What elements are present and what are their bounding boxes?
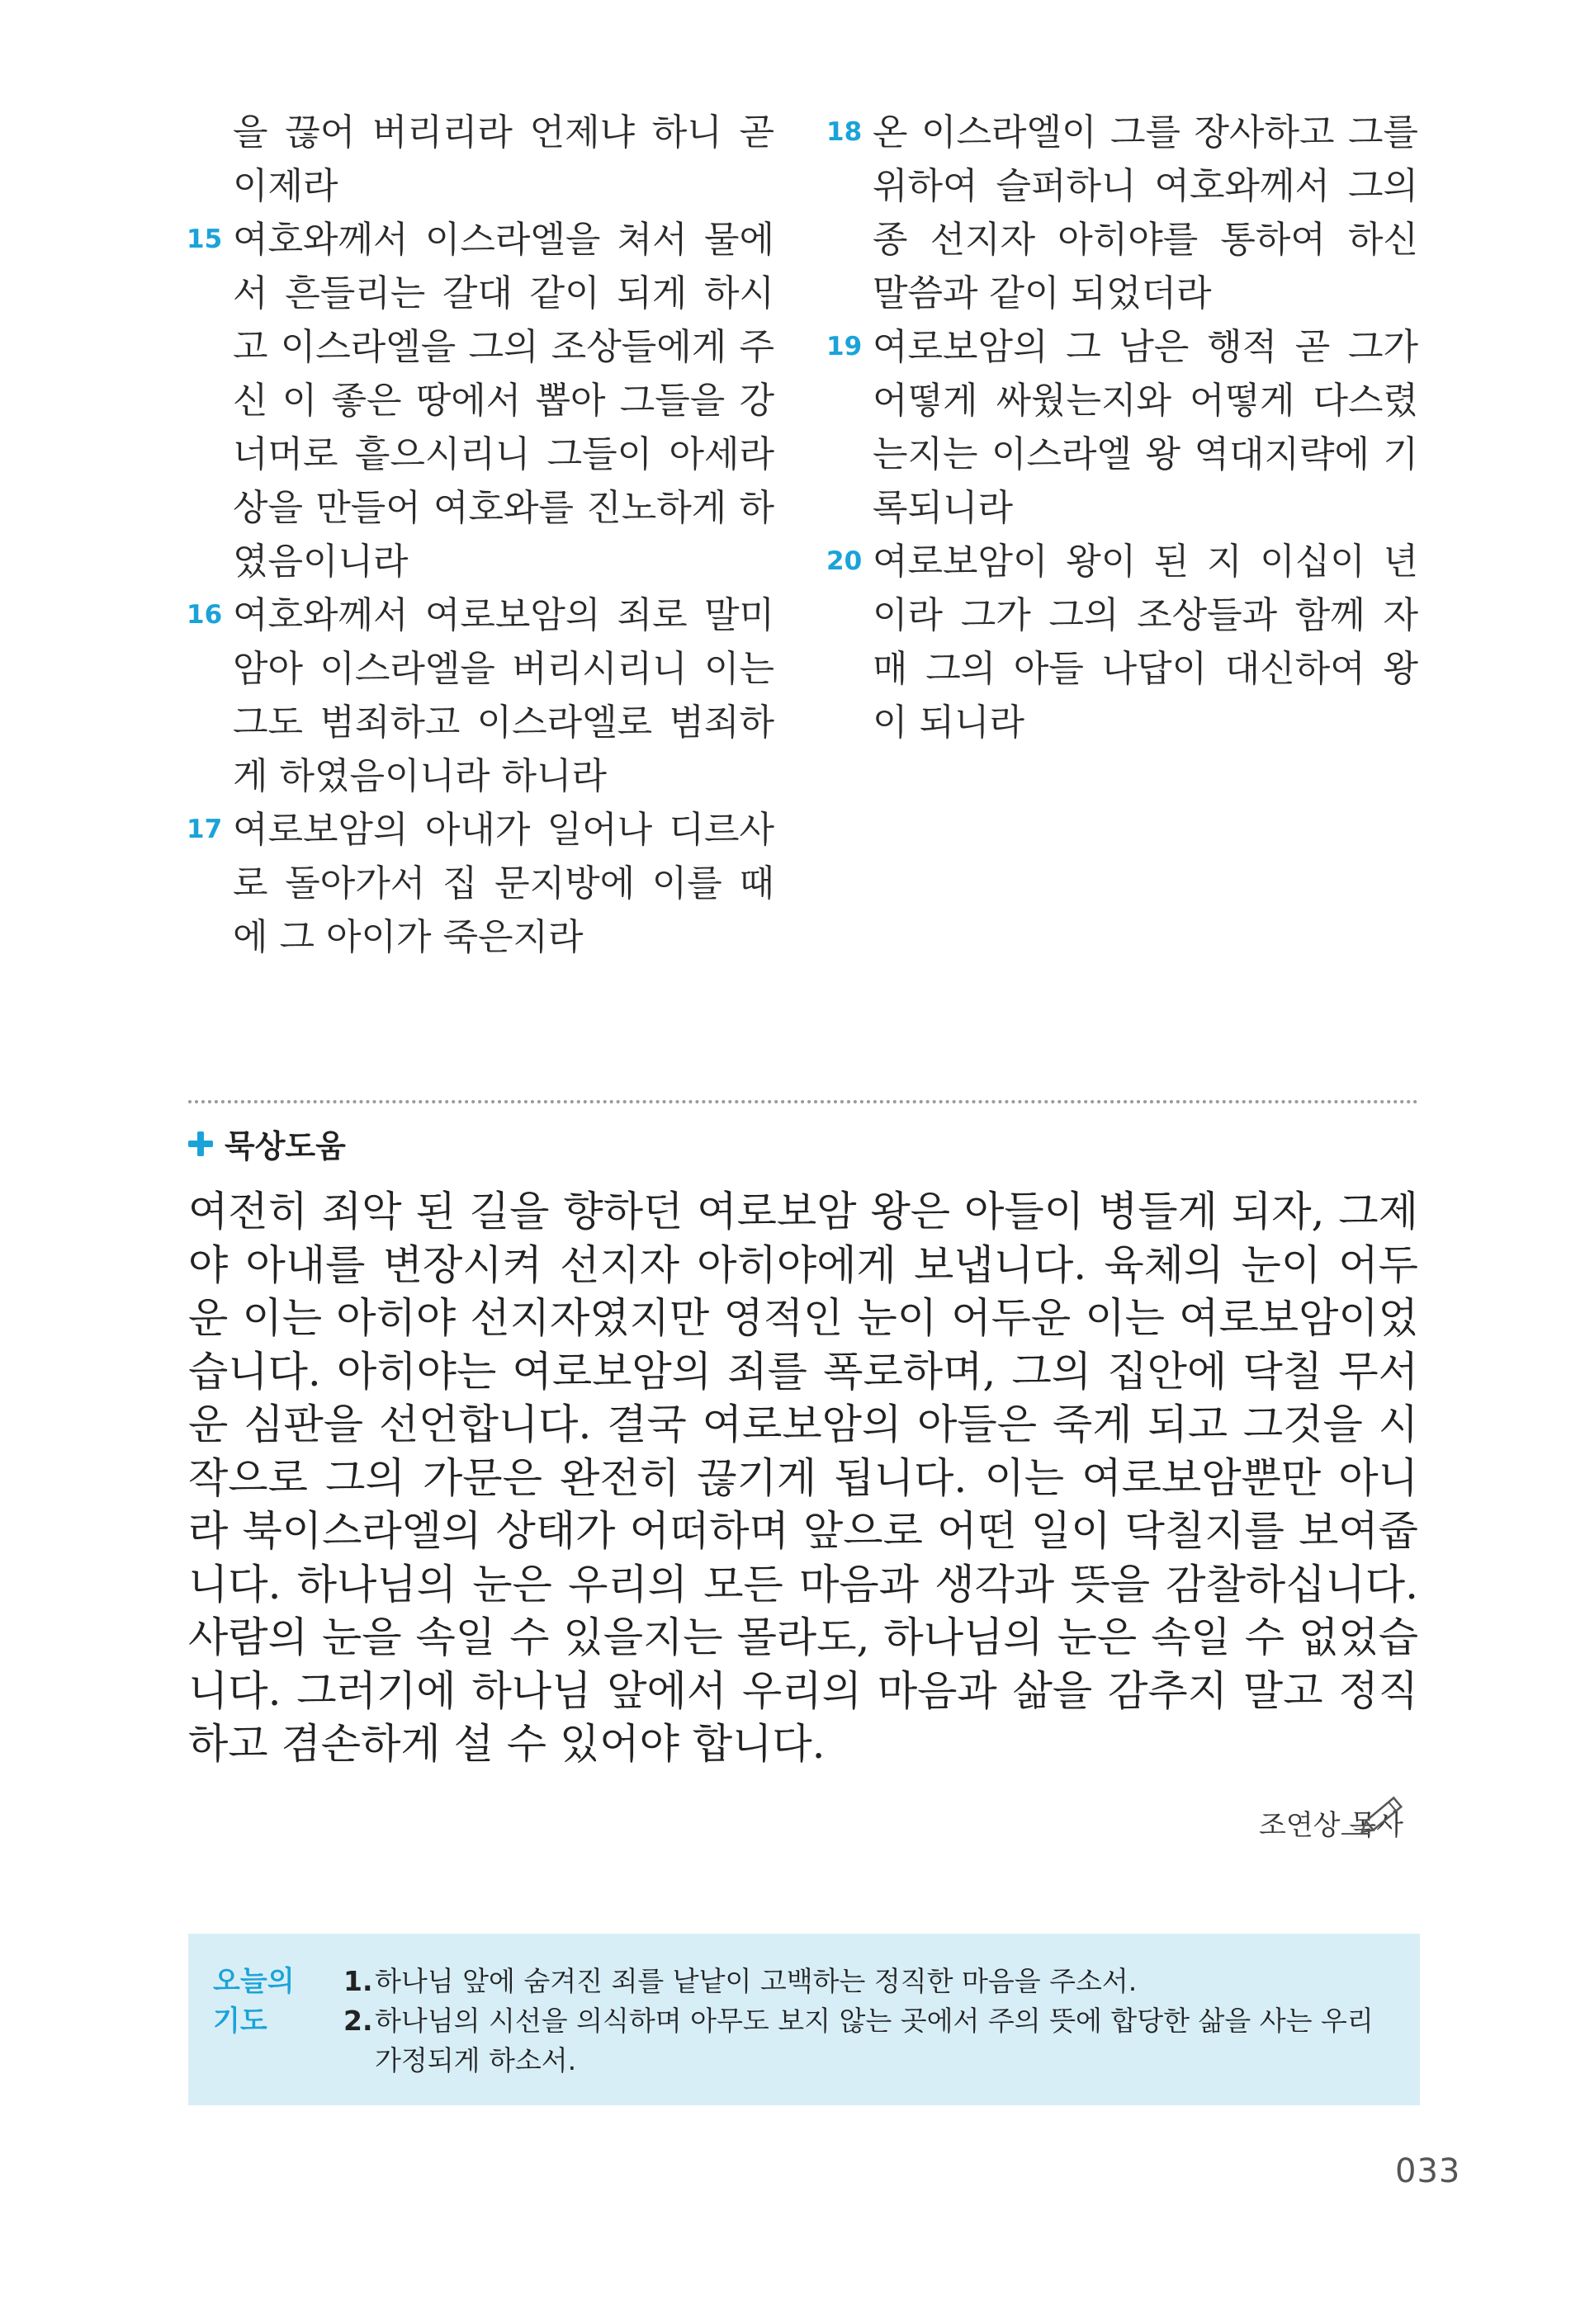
verse-text: 여로보암이 왕이 된 지 이십이 년이라 그가 그의 조상들과 함께 자매 그의 아들 나답이 대신하여 왕이 되니라 [873,541,1418,744]
verse-fragment [188,106,774,213]
prayer-item [343,1962,1400,2001]
verse-column-left [188,106,774,964]
page-number: 033 [1395,2152,1461,2190]
verse-text: 여호와께서 여로보암의 죄로 말미암아 이스라엘을 버리시리니 이는 그도 범죄하고 이스라엘로 범죄하게 하였음이니라 하니라 [233,594,774,797]
meditation-body: 여전히 죄악 된 길을 향하던 여로보암 왕은 아들이 병들게 되자, 그제야 아내를 변장시켜 선지자 아히야에게 보냅니다. 육체의 눈이 어두운 이는 아히야 선지자였지만 영적인 눈이 어두운 이는 여로보암이었습니다. 아히야는 여로보암의 죄를 폭로하며, 그의 집안에 닥칠 무서운 심판을 선언합니다. 결국 여로보암의 아들은 죽게 되고 그것을 시작으로 그의 가문은 완전히 끊기게 됩니다. 이는 여로보암뿐만 아니라 북이스라엘의 상태가 어떠하며 앞으로 어떤 일이 닥칠지를 보여줍니다. 하나님의 눈은 우리의 모든 마음과 생각과 뜻을 감찰하십니다. 사람의 눈을 속일 수 있을지는 몰라도, 하나님의 눈은 속일 수 없었습니다. 그러기에 하나님 앞에서 우리의 마음과 삶을 감추지 말고 정직하고 겸손하게 설 수 있어야 합니다. [188,1188,1418,1768]
verse-number: 18 [826,117,863,147]
prayer-number: 1. [343,1965,373,1997]
cross-icon [188,1131,213,1156]
verse-number: 15 [187,224,223,254]
author-name: 조연상 목사 [1258,1809,1403,1842]
prayer-text: 하나님 앞에 숨겨진 죄를 낱낱이 고백하는 정직한 마음을 주소서. [375,1965,1138,1997]
verse-text: 을 끊어 버리리라 언제냐 하니 곧 이제라 [233,111,774,207]
prayer-list [343,1962,1400,2081]
prayer-text: 하나님의 시선을 의식하며 아무도 보지 않는 곳에서 주의 뜻에 합당한 삶을 사는 우리 가정되게 하소서. [375,2005,1374,2076]
verse-text: 여로보암의 그 남은 행적 곧 그가 어떻게 싸웠는지와 어떻게 다스렸는지는 이스라엘 왕 역대지략에 기록되니라 [873,326,1418,529]
meditation-heading [188,1121,346,1166]
prayer-box [188,1934,1420,2105]
prayer-label [213,1962,320,2041]
verse-number: 20 [826,546,863,576]
verse-20 [828,535,1418,749]
verse-17 [188,803,774,964]
verse-18 [828,106,1418,320]
meditation-heading-text: 묵상도움 [225,1128,346,1164]
verse-number: 17 [187,815,223,844]
verse-text: 온 이스라엘이 그를 장사하고 그를 위하여 슬퍼하니 여호와께서 그의 종 선지자 아히야를 통하여 하신 말씀과 같이 되었더라 [873,111,1418,314]
verse-column-right [828,106,1418,749]
pencil-icon [1341,1788,1408,1840]
prayer-label-line2: 기도 [213,2005,267,2038]
dotted-divider [188,1100,1418,1103]
prayer-item [343,2001,1400,2081]
verse-16 [188,588,774,803]
verse-text: 여호와께서 이스라엘을 쳐서 물에서 흔들리는 갈대 같이 되게 하시고 이스라엘을 그의 조상들에게 주신 이 좋은 땅에서 뽑아 그들을 강 너머로 흩으시리니 그들이 아세라 상을 만들어 여호와를 진노하게 하였음이니라 [233,219,774,583]
verse-text: 여로보암의 아내가 일어나 디르사로 돌아가서 집 문지방에 이를 때에 그 아이가 죽은지라 [233,809,774,958]
prayer-label-line1: 오늘의 [213,1965,295,1998]
verse-number: 16 [187,600,223,630]
verse-15 [188,213,774,588]
verse-number: 19 [826,332,863,361]
prayer-number: 2. [343,2005,373,2037]
verse-19 [828,320,1418,535]
